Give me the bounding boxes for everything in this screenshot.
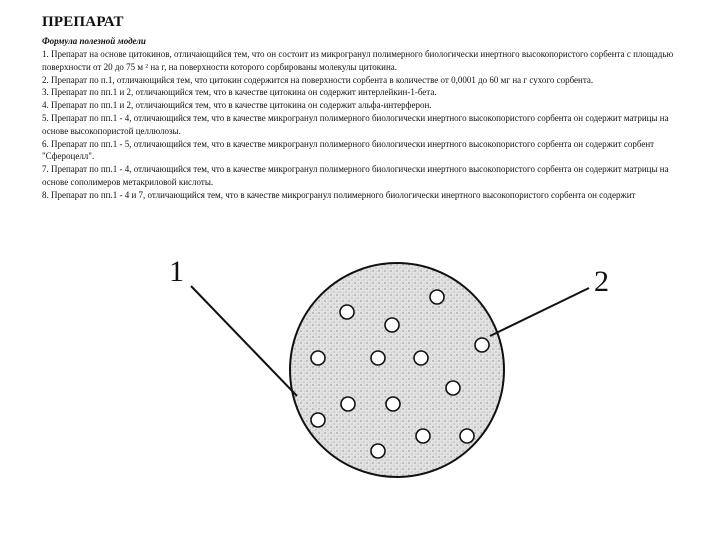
claim-4: 4. Препарат по пп.1 и 2, отличающийся тем, что в качестве цитокина он содержит альфа-интерферон. [42, 100, 432, 111]
claim-6: 6. Препарат по пп.1 - 5, отличающийся тем, что в качестве микрогранул полимерного биологически инертного высокопористого сорбента он содержит сорбент "Сфероцелл". [42, 138, 655, 162]
cytokine-molecule [311, 351, 325, 365]
claim-7: 7. Препарат по пп.1 - 4, отличающийся тем, что в качестве микрогранул полимерного биологически инертного высокопористого сорбента он содержит матрицы на основе сополимеров метакриловой кислоты. [42, 164, 669, 187]
cytokine-molecule [341, 397, 355, 411]
cytokine-molecule [446, 381, 460, 395]
cytokine-molecule [371, 444, 385, 458]
sorbent-granule [290, 263, 504, 477]
cytokine-molecule [386, 397, 400, 411]
claim-1: 1. Препарат на основе цитокинов, отличающийся тем, что он состоит из микрогранул полимерного биологически инертного высокопористого сорбента с площадью поверхности от 20 до 75 м ² на г, на поверхности которого сорбированы молекулы цитокина. [42, 49, 674, 72]
claim-2: 2. Препарат по п.1, отличающийся тем, что цитокин содержится на поверхности сорбента в количестве от 0,0001 до 60 мг на г сухого сорбента. [42, 74, 594, 85]
cytokine-molecule [416, 429, 430, 443]
leader-line-1 [191, 286, 297, 396]
formula-heading: Формула полезной модели [42, 36, 146, 46]
cytokine-molecule [371, 351, 385, 365]
claim-3: 3. Препарат по пп.1 и 2, отличающийся тем, что в качестве цитокина он содержит интерлейкин-1-бета. [42, 87, 437, 98]
claim-8: 8. Препарат по пп.1 - 4 и 7, отличающийся тем, что в качестве микрогранул полимерного биологически инертного высокопористого сорбента он содержит [42, 189, 636, 200]
cytokine-molecule [460, 429, 474, 443]
cytokine-molecule [414, 351, 428, 365]
cytokine-molecule [340, 305, 354, 319]
leader-line-2 [490, 288, 589, 336]
figure-label-1: 1 [169, 255, 184, 288]
cytokine-molecule [475, 338, 489, 352]
cytokine-molecule [385, 318, 399, 332]
cytokine-molecule [430, 290, 444, 304]
claim-5: 5. Препарат по пп.1 - 4, отличающийся тем, что в качестве микрогранул полимерного биологически инертного высокопористого сорбента он содержит матрицы на основе высокопористой целлюлозы. [42, 112, 669, 136]
figure-label-2: 2 [594, 265, 609, 298]
document-title: ПРЕПАРАТ [42, 14, 124, 30]
cytokine-molecule [311, 413, 325, 427]
